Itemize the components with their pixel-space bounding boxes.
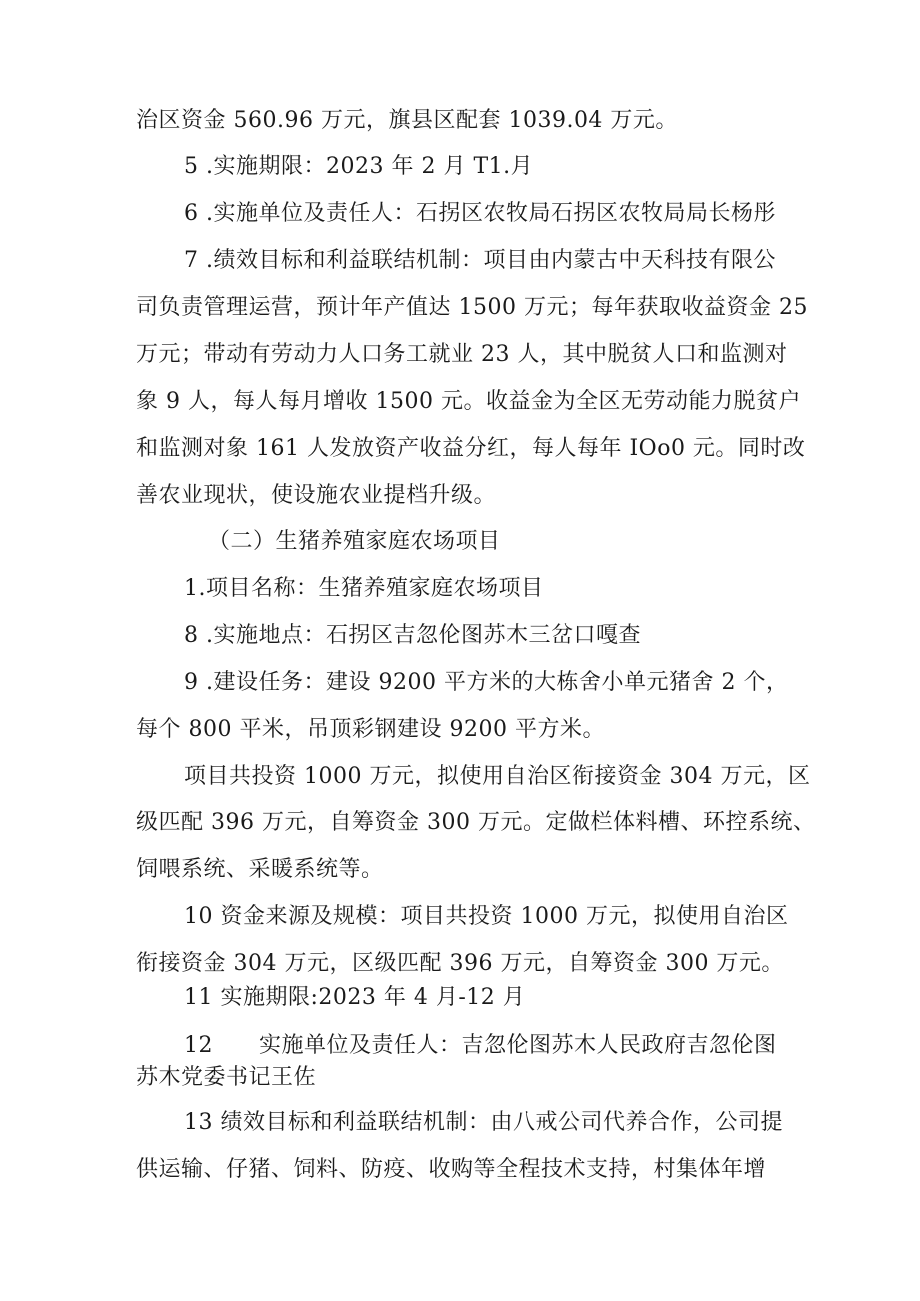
text-line: 象 9 人，每人每月增收 1500 元。收益金为全区无劳动能力脱贫户 (136, 389, 801, 414)
text-line: 1.项目名称：生猪养殖家庭农场项目 (184, 576, 544, 601)
text-line: 8 .实施地点：石拐区吉忽伦图苏木三岔口嘎查 (184, 623, 641, 648)
text-line: 项目共投资 1000 万元，拟使用自治区衔接资金 304 万元，区 (184, 764, 811, 789)
text-line: 衔接资金 304 万元，区级匹配 396 万元，自筹资金 300 万元。 (136, 951, 784, 976)
section-heading: （二）生猪养殖家庭农场项目 (208, 529, 501, 554)
text-line: 13 绩效目标和利益联结机制：由八戒公司代养合作，公司提 (184, 1110, 783, 1135)
text-line: 7 .绩效目标和利益联结机制：项目由内蒙古中天科技有限公 (184, 248, 776, 273)
item-text: 实施单位及责任人：吉忽伦图苏木人民政府吉忽伦图 (259, 1033, 777, 1058)
text-line: 苏木党委书记王佐 (136, 1065, 317, 1090)
text-line: 11 实施期限:2023 年 4 月-12 月 (184, 985, 526, 1010)
text-line: 万元；带动有劳动力人口务工就业 23 人，其中脱贫人口和监测对 (136, 342, 788, 367)
text-line: 10 资金来源及规模：项目共投资 1000 万元，拟使用自治区 (184, 904, 789, 929)
text-line: 和监测对象 161 人发放资产收益分红，每人每年 IOo0 元。同时改 (136, 436, 806, 461)
text-line: 6 .实施单位及责任人：石拐区农牧局石拐区农牧局局长杨彤 (184, 201, 776, 226)
text-line: 9 .建设任务：建设 9200 平方米的大栋舍小单元猪舍 2 个， (184, 670, 789, 695)
item-number: 12 (184, 1033, 213, 1058)
text-line: 级匹配 396 万元，自筹资金 300 万元。定做栏体料槽、环控系统、 (136, 810, 816, 835)
text-line: 饲喂系统、采暖系统等。 (136, 857, 384, 882)
text-line: 5 .实施期限：2023 年 2 月 T1.月 (184, 154, 534, 179)
text-line: 供运输、仔猪、饲料、防疫、收购等全程技术支持，村集体年增 (136, 1157, 767, 1182)
text-line (0, 1031, 920, 1061)
text-line: 善农业现状，使设施农业提档升级。 (136, 483, 497, 508)
text-line: 司负责管理运营，预计年产值达 1500 万元；每年获取收益资金 25 (136, 295, 808, 320)
text-line: 治区资金 560.96 万元，旗县区配套 1039.04 万元。 (136, 108, 678, 133)
text-line: 每个 800 平米，吊顶彩钢建设 9200 平方米。 (136, 717, 605, 742)
